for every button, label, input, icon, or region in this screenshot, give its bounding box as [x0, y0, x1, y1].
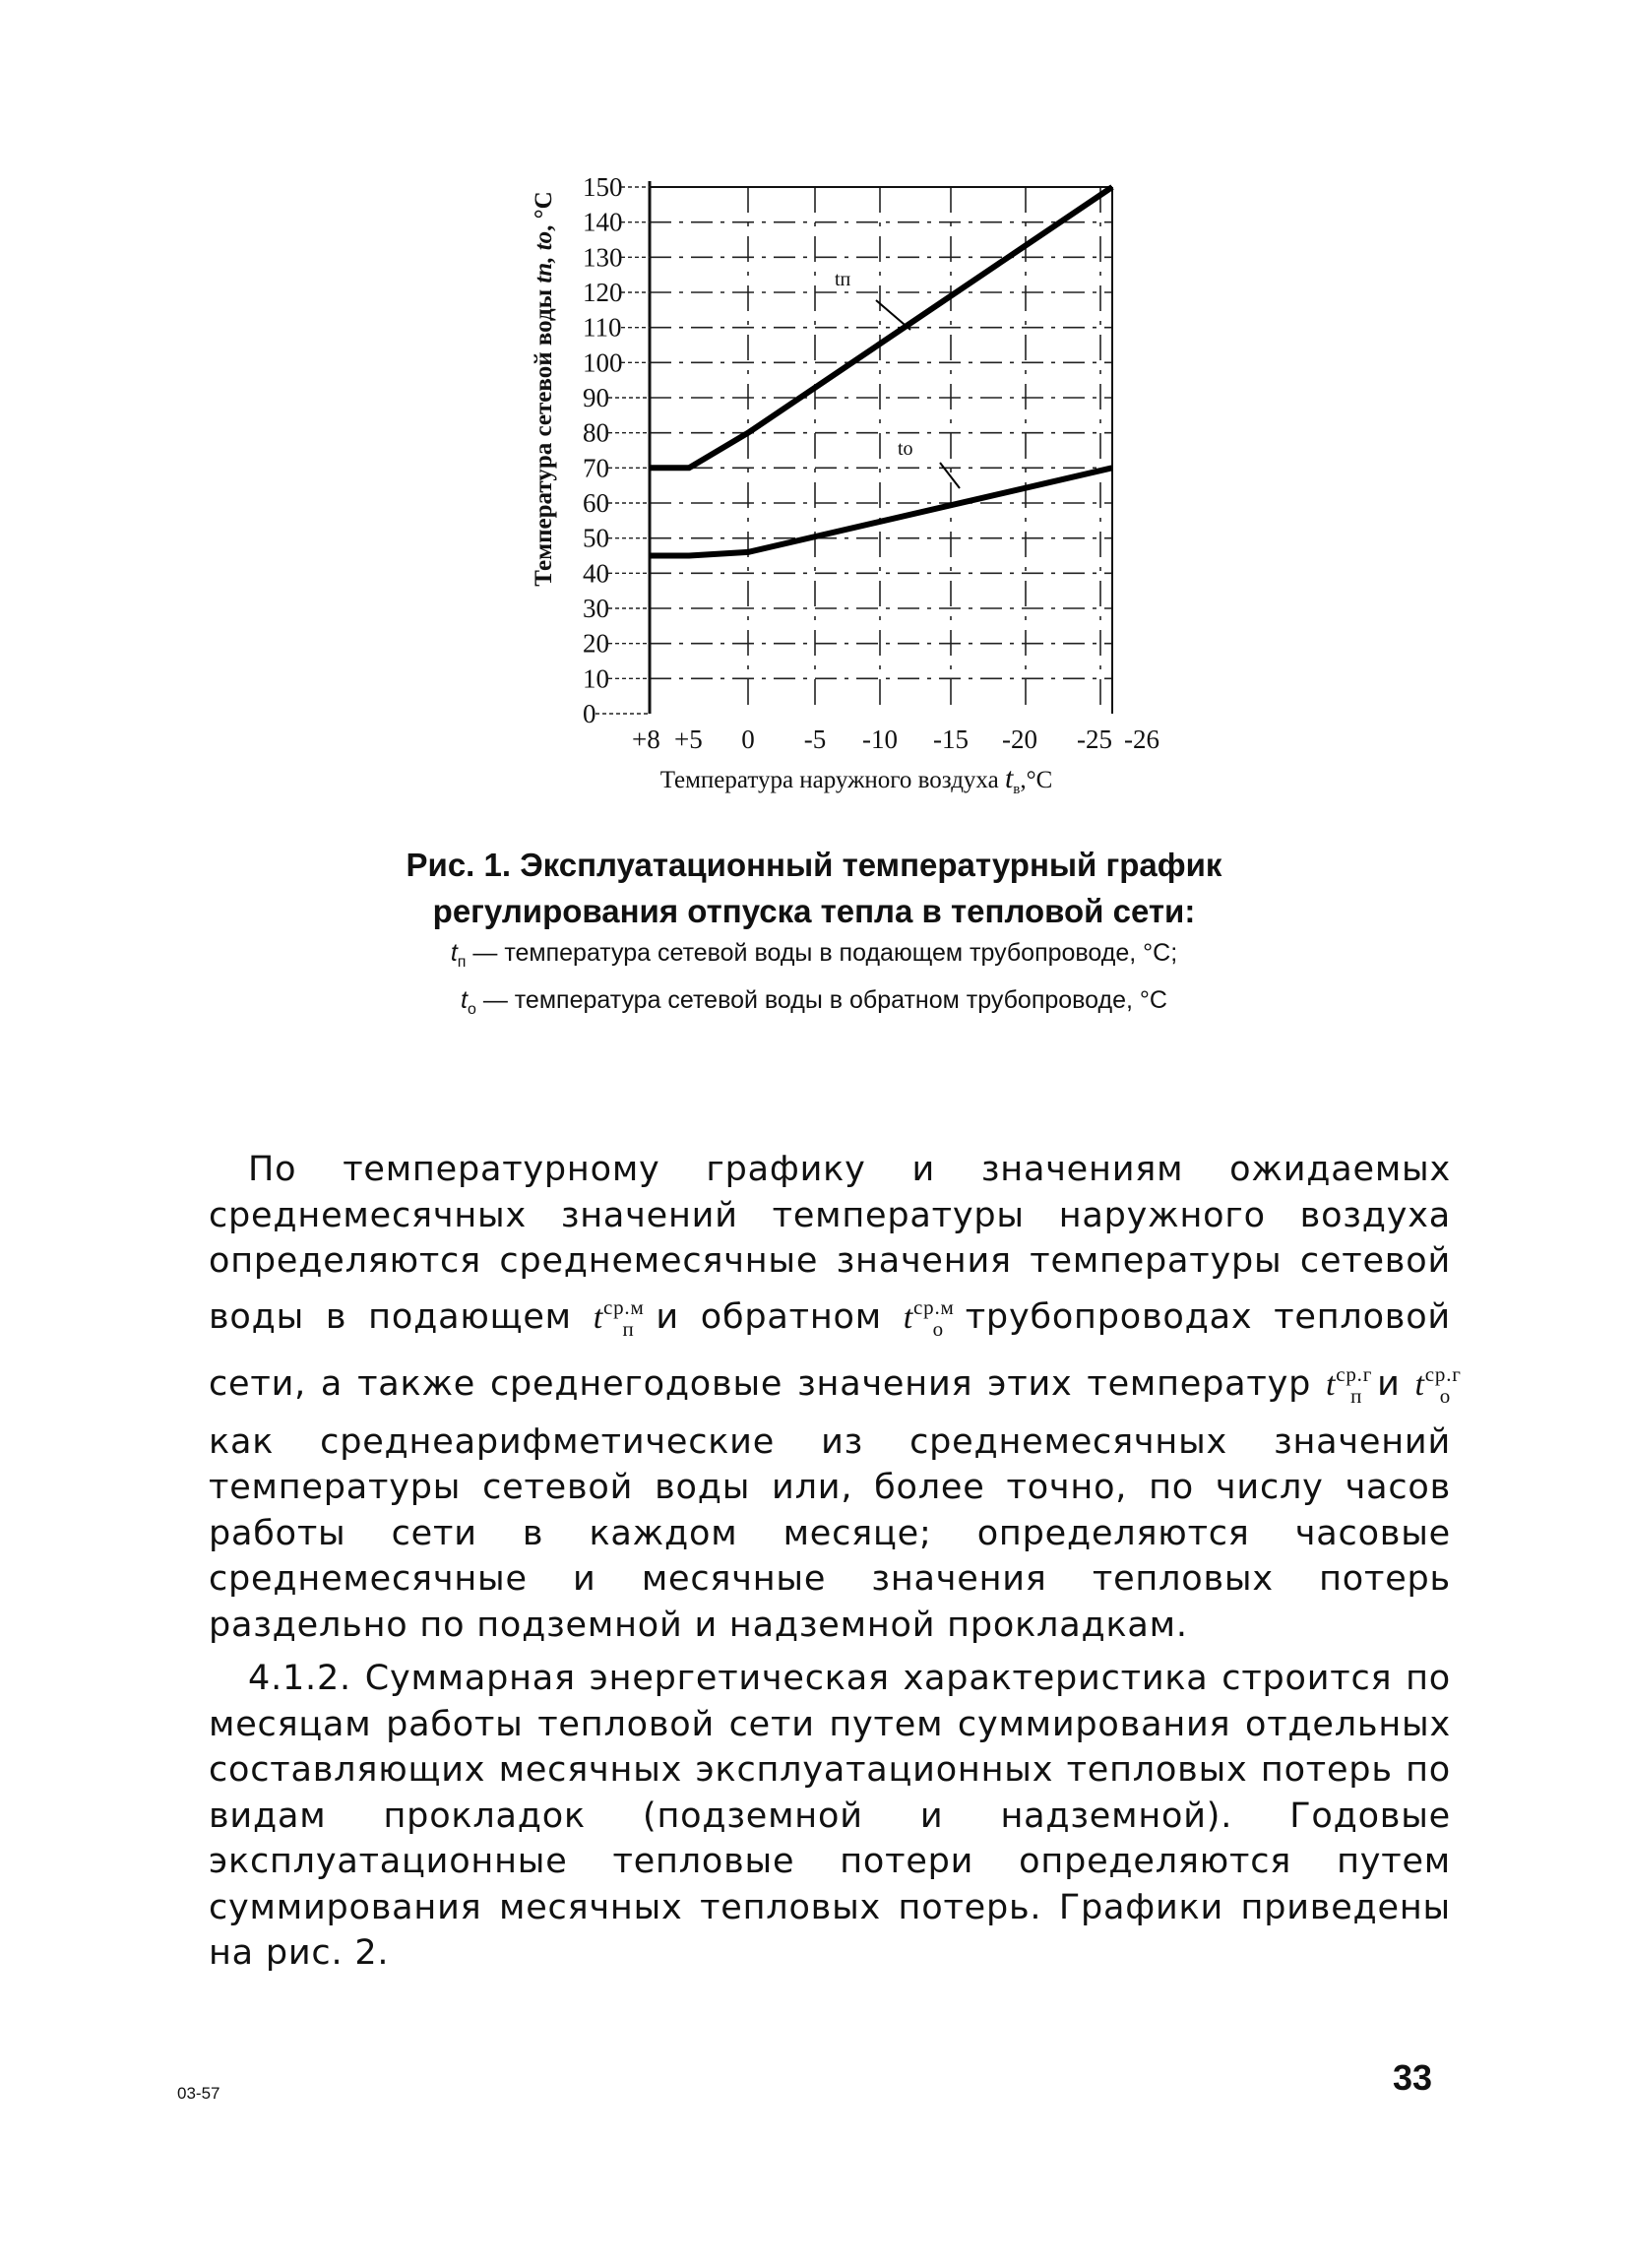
y-tick-90: 90 [583, 383, 609, 412]
temperature-chart [522, 158, 1191, 807]
y-tick-120: 120 [583, 278, 623, 307]
y-tick-130: 130 [583, 242, 623, 273]
y-tick-0: 0 [583, 699, 596, 728]
caption-legend-return: $t_о$ — температура сетевой воды в обратном трубопроводе, °С [461, 986, 1167, 1018]
y-tick-80: 80 [583, 417, 609, 448]
y-tick-140: 140 [583, 207, 623, 237]
x-tick-0: +8 [632, 724, 660, 754]
caption-legend-supply: $t_п$ — температура сетевой воды в подающем трубопроводе, °С; [450, 939, 1178, 971]
y-axis-label: Температура сетевой воды tп, tо, °C [531, 191, 557, 587]
x-tick-3: -5 [803, 724, 827, 754]
caption-title-line2: регулирования отпуска тепла в тепловой сети: [432, 893, 1196, 929]
y-tick-150: 150 [583, 172, 623, 202]
y-tick-50: 50 [583, 523, 609, 553]
body-text [209, 1147, 1462, 1977]
y-tick-60: 60 [583, 488, 609, 518]
series-label-0: tп [835, 269, 851, 290]
y-tick-110: 110 [583, 312, 622, 343]
symbol-t-supply-year: $t^{ср.г}_п$ [1326, 1362, 1373, 1408]
y-tick-20: 20 [583, 628, 609, 659]
series-label-1: tо [898, 438, 913, 460]
symbol-t-return-year: $t^{ср.г}_о$ [1414, 1362, 1462, 1408]
y-tick-100: 100 [583, 347, 623, 378]
figure-caption [197, 842, 1431, 1029]
x-tick-8: -26 [1124, 724, 1159, 754]
caption-title-line1: Рис. 1. Эксплуатационный температурный график [406, 847, 1222, 883]
y-tick-labels [583, 172, 650, 728]
x-tick-5: -15 [933, 724, 969, 754]
series-line-1 [650, 468, 1112, 555]
x-tick-4: -10 [862, 724, 898, 754]
symbol-t-supply-month: $t^{ср.м}_п$ [593, 1294, 645, 1341]
page-number: 33 [1393, 2057, 1433, 2098]
x-tick-1: +5 [674, 724, 703, 754]
x-tick-2: 0 [741, 724, 755, 754]
symbol-t-return-month: $t^{ср.м}_о$ [903, 1294, 955, 1341]
x-axis-label: Температура наружного воздуха $t_в,^\circ C$ [659, 762, 1053, 797]
x-tick-6: -20 [1002, 724, 1037, 754]
y-tick-30: 30 [583, 594, 609, 623]
paragraph-2: 4.1.2. Суммарная энергетическая характеристика строится по месяцам работы тепловой сети путем суммирования отдельных составляющих месячных эксплуатационных тепловых потерь по видам прокладок (подземной и надземной). Годовые эксплуатационные тепловые потери определяются путем суммирования месячных тепловых потерь. Графики приведены на рис. 2. [209, 1659, 1451, 1973]
series-label-leader-0 [876, 300, 910, 330]
series-label-leader-1 [940, 463, 960, 488]
y-tick-70: 70 [583, 453, 609, 483]
paragraph-1: По температурному графику и значениям ожидаемых среднемесячных значений температуры наружного воздуха определяются среднемесячные значения температуры сетевой воды в подающем $t^{ср.м}_п$ и обратном $t^{ср.м}_о$ трубопроводах тепловой сети, а также среднегодовые значения этих температур $t^{ср.г}_п$ и $t^{ср.г}_о$ как среднеарифметические из среднемесячных значений температуры сетевой воды или, более точно, по числу часов работы сети в каждом месяце; определяются часовые среднемесячные и месячные значения тепловых потерь раздельно по подземной и надземной прокладкам. [209, 1150, 1462, 1645]
footer-code: 03-57 [177, 2084, 220, 2103]
y-tick-10: 10 [583, 663, 609, 694]
x-tick-labels [632, 724, 1159, 754]
x-tick-7: -25 [1077, 724, 1112, 754]
chart-series [650, 187, 1112, 556]
y-tick-40: 40 [583, 558, 609, 589]
